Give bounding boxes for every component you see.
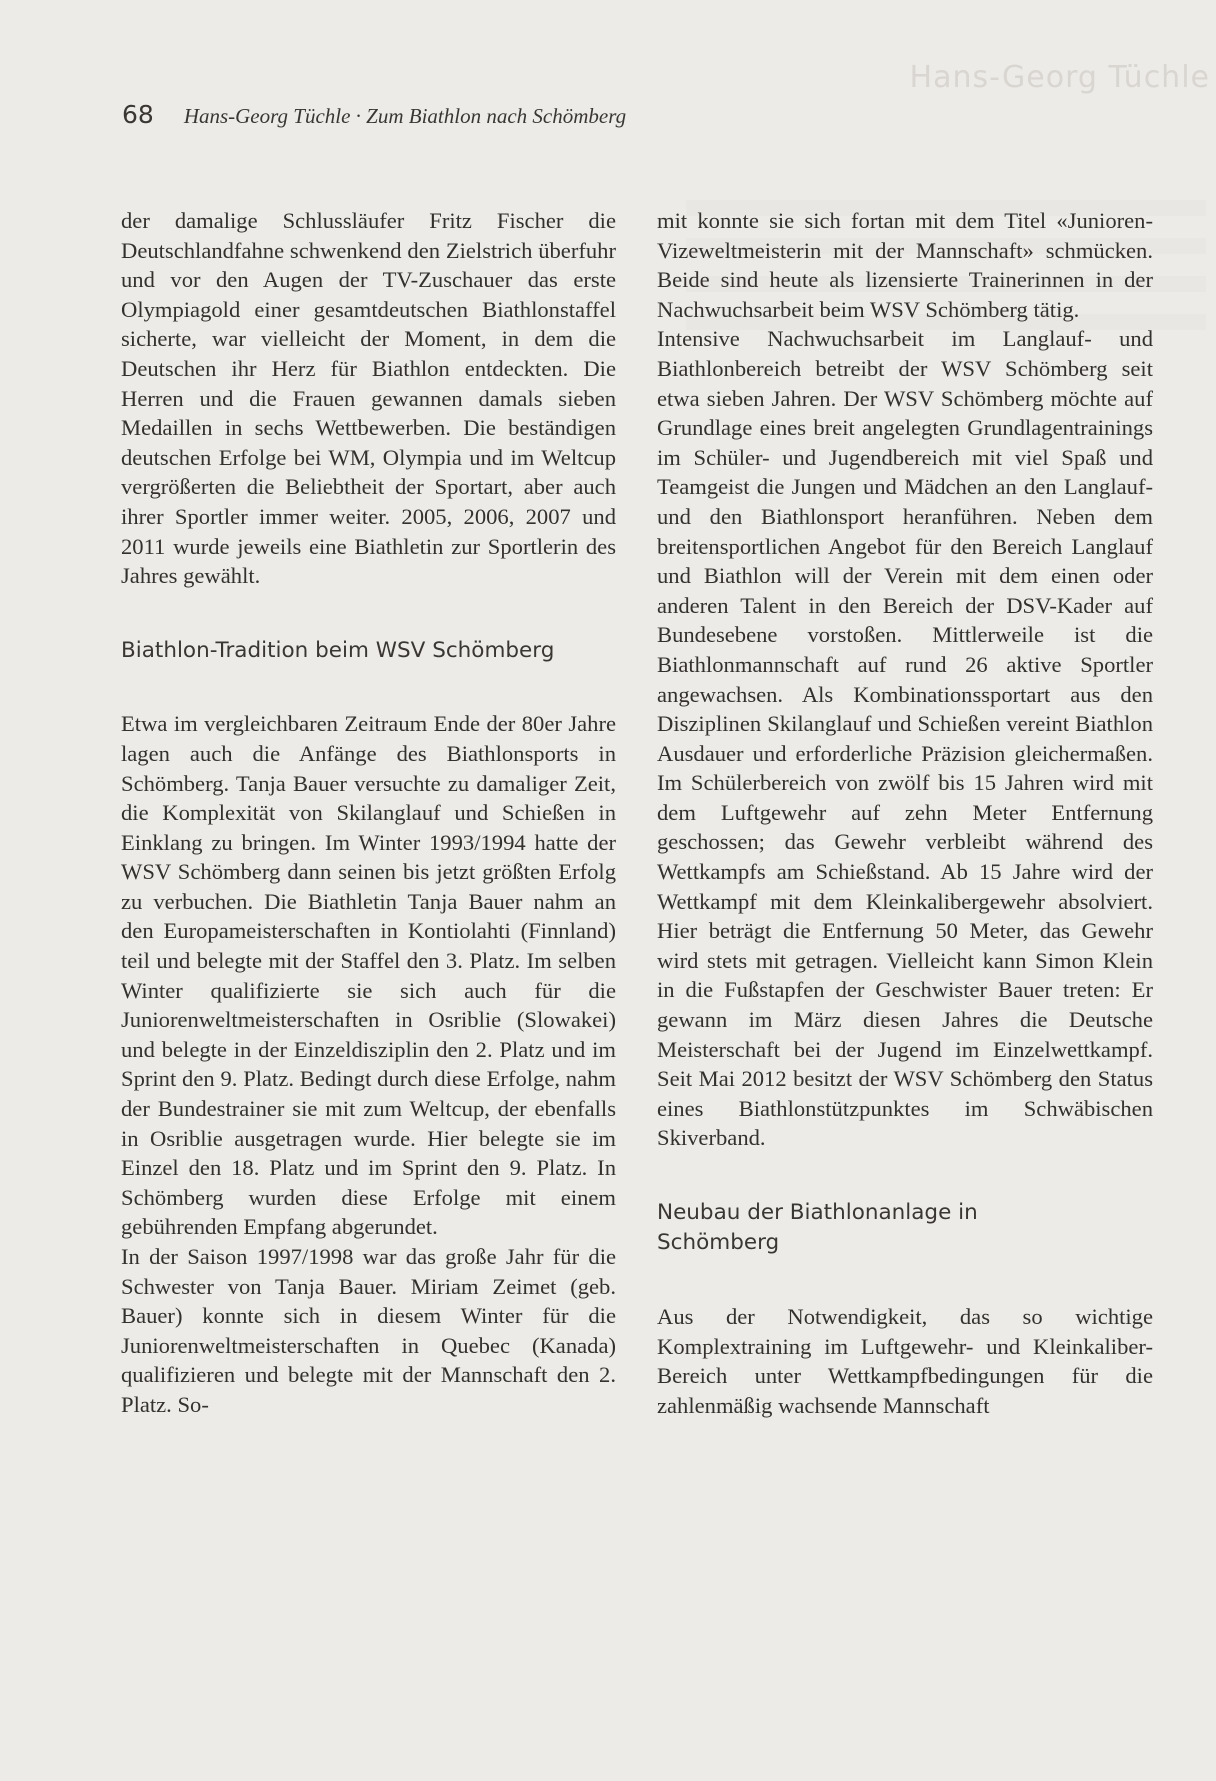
page-number: 68: [122, 100, 154, 129]
section-heading: Neubau der Biathlonanlage in Schömberg: [657, 1200, 978, 1255]
paragraph: Intensive Nachwuchsarbeit im Langlauf- und Biathlonbereich betreibt der WSV Schömberg seit etwa sieben Jahren. Der WSV Schömberg möchte auf Grundlage eines breit angelegten Grundlagentrainings im Schüler- und Jugendbereich mit viel Spaß und Teamgeist die Jungen und Mädchen an den Langlauf- und den Biathlonsport heranführen. Neben dem breitensportlichen Angebot für den Bereich Langlauf und Biathlon will der Verein mit dem einen oder anderen Talent in den Bereich der DSV-Kader auf Bundesebene vorstoßen. Mittlerweile ist die Biathlonmannschaft auf rund 26 aktive Sportler angewachsen. Als Kombinationssportart aus den Disziplinen Skilanglauf und Schießen vereint Biathlon Ausdauer und erforderliche Präzision gleichermaßen. Im Schülerbereich von zwölf bis 15 Jahren wird mit dem Luftgewehr auf zehn Meter Entfernung geschossen; das Gewehr verbleibt während des Wettkampfs am Schießstand. Ab 15 Jahre wird der Wettkampf mit dem Kleinkalibergewehr absolviert. Hier beträgt die Entfernung 50 Meter, das Gewehr wird stets mit getragen. Vielleicht kann Simon Klein in die Fußstapfen der Geschwister Bauer treten: Er gewann im März diesen Jahres die Deutsche Meisterschaft bei der Jugend im Einzelwettkampf. Seit Mai 2012 besitzt der WSV Schömberg den Status eines Biathlonstützpunktes im Schwäbischen Skiverband.: [657, 326, 1153, 1151]
paragraph: In der Saison 1997/1998 war das große Jahr für die Schwester von Tanja Bauer. Miriam Zeimet (geb. Bauer) konnte sich in diesem Winter für die Juniorenweltmeisterschaften in Quebec (Kanada) qualifizieren und belegte mit der Mannschaft den 2. Platz. So-: [121, 1244, 616, 1417]
left-column: [121, 206, 616, 1420]
section-heading: Biathlon-Tradition beim WSV Schömberg: [121, 637, 555, 663]
paragraph: mit konnte sie sich fortan mit dem Titel «Junioren-Vizeweltmeisterin mit der Mannschaft» schmücken. Beide sind heute als lizensierte Trainerinnen in der Nachwuchsarbeit beim WSV Schömberg tätig.: [657, 208, 1153, 322]
bleed-through-header: Hans-Georg Tüchle: [909, 60, 1210, 95]
running-title: Hans-Georg Tüchle · Zum Biathlon nach Schömberg: [183, 104, 627, 128]
paragraph: Aus der Notwendigkeit, das so wichtige Komplextraining im Luftgewehr- und Kleinkaliber-Bereich unter Wettkampfbedingungen für die zahlenmäßig wachsende Mannschaft: [657, 1304, 1153, 1418]
paragraph: Etwa im vergleichbaren Zeitraum Ende der 80er Jahre lagen auch die Anfänge des Biathlonsports in Schömberg. Tanja Bauer versuchte zu damaliger Zeit, die Komplexität von Skilanglauf und Schießen in Einklang zu bringen. Im Winter 1993/1994 hatte der WSV Schömberg dann seinen bis jetzt größten Erfolg zu verbuchen. Die Biathletin Tanja Bauer nahm an den Europameisterschaften in Kontiolahti (Finnland) teil und belegte mit der Staffel den 3. Platz. Im selben Winter qualifizierte sie sich auch für die Juniorenweltmeisterschaften in Osriblie (Slowakei) und belegte in der Einzeldisziplin den 2. Platz und im Sprint den 9. Platz. Bedingt durch diese Erfolge, nahm der Bundestrainer sie mit zum Weltcup, der ebenfalls in Osriblie ausgetragen wurde. Hier belegte sie im Einzel den 18. Platz und im Sprint den 9. Platz. In Schömberg wurden diese Erfolge mit einem gebührenden Empfang abgerundet.: [121, 711, 616, 1240]
page-header: [122, 100, 626, 129]
paragraph: der damalige Schlussläufer Fritz Fischer die Deutschlandfahne schwenkend den Zielstrich überfuhr und vor den Augen der TV-Zuschauer das erste Olympiagold einer gesamtdeutschen Biathlonstaffel sicherte, war vielleicht der Moment, in dem die Deutschen ihr Herz für Biathlon entdeckten. Die Herren und die Frauen gewannen damals sieben Medaillen in sechs Wettbewerben. Die beständigen deutschen Erfolge bei WM, Olympia und im Weltcup vergrößerten die Beliebtheit der Sportart, aber auch ihrer Sportler immer weiter. 2005, 2006, 2007 und 2011 wurde jeweils eine Biathletin zur Sportlerin des Jahres gewählt.: [121, 208, 616, 589]
right-column: [657, 206, 1153, 1421]
